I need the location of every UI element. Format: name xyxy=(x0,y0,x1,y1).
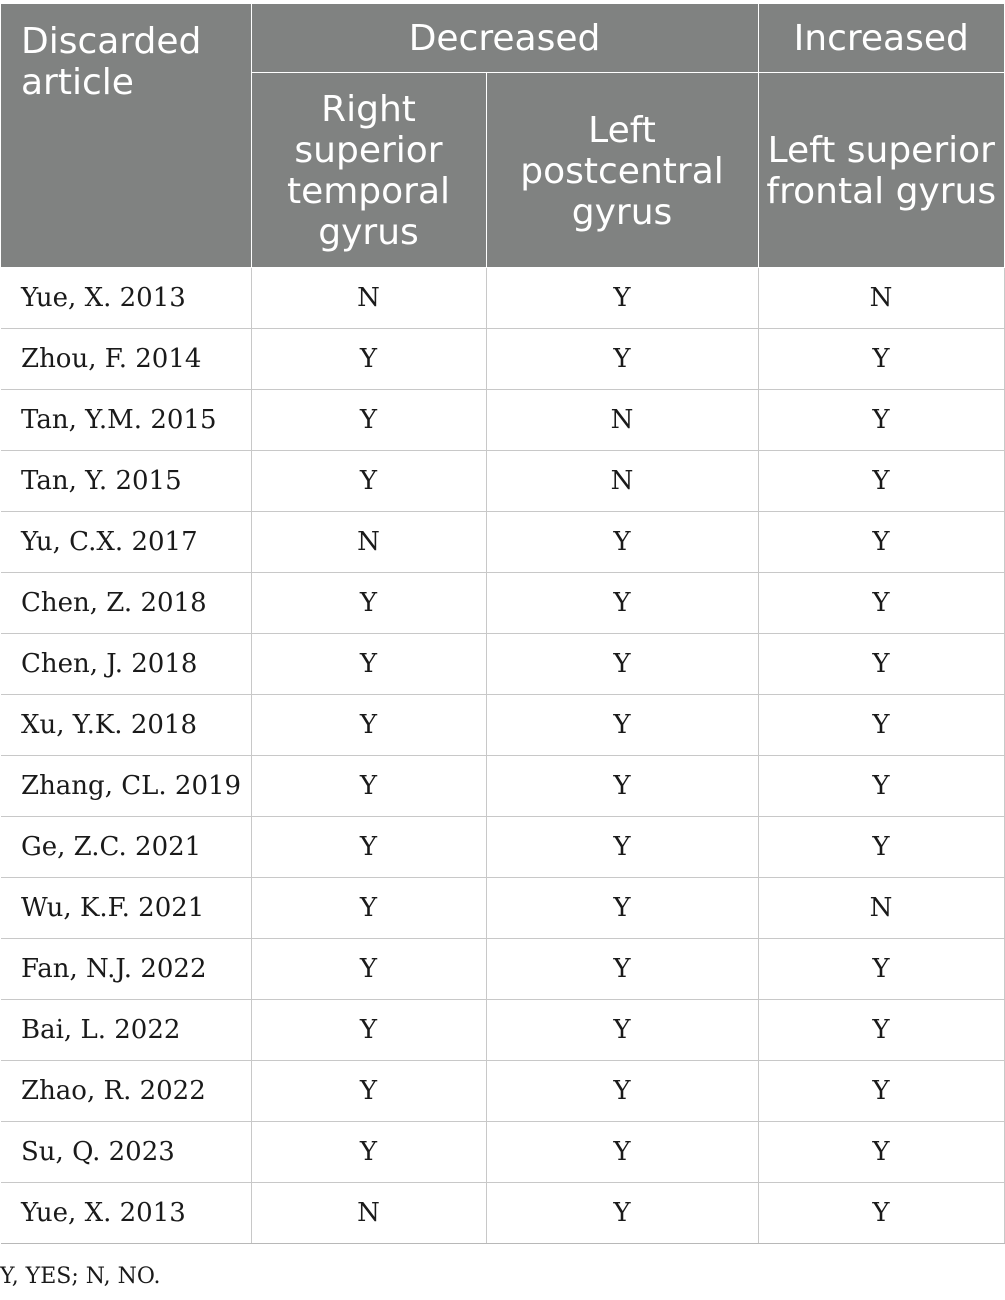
right-superior-temporal-gyrus-cell: Y xyxy=(251,390,486,451)
left-postcentral-gyrus-cell: Y xyxy=(486,939,758,1000)
article-cell: Tan, Y. 2015 xyxy=(1,451,251,512)
left-postcentral-gyrus-cell: Y xyxy=(486,817,758,878)
right-superior-temporal-gyrus-cell: N xyxy=(251,512,486,573)
left-postcentral-gyrus-cell: Y xyxy=(486,756,758,817)
left-postcentral-gyrus-cell: Y xyxy=(486,268,758,329)
left-superior-frontal-gyrus-cell: Y xyxy=(758,1000,1004,1061)
table-row xyxy=(1,329,1004,390)
table-row xyxy=(1,878,1004,939)
left-superior-frontal-gyrus-cell: Y xyxy=(758,756,1004,817)
table-row xyxy=(1,1183,1004,1244)
right-superior-temporal-gyrus-cell: Y xyxy=(251,695,486,756)
right-superior-temporal-gyrus-cell: Y xyxy=(251,634,486,695)
article-cell: Zhao, R. 2022 xyxy=(1,1061,251,1122)
table-row xyxy=(1,451,1004,512)
left-postcentral-gyrus-cell: Y xyxy=(486,634,758,695)
table-row xyxy=(1,573,1004,634)
right-superior-temporal-gyrus-cell: Y xyxy=(251,878,486,939)
right-superior-temporal-gyrus-cell: Y xyxy=(251,329,486,390)
left-postcentral-gyrus-cell: Y xyxy=(486,878,758,939)
table-row xyxy=(1,512,1004,573)
table-row xyxy=(1,817,1004,878)
header-discarded-article: Discarded article xyxy=(1,4,251,268)
right-superior-temporal-gyrus-cell: Y xyxy=(251,1122,486,1183)
left-superior-frontal-gyrus-cell: Y xyxy=(758,939,1004,1000)
left-postcentral-gyrus-cell: Y xyxy=(486,695,758,756)
right-superior-temporal-gyrus-cell: Y xyxy=(251,939,486,1000)
left-postcentral-gyrus-cell: Y xyxy=(486,573,758,634)
article-cell: Chen, Z. 2018 xyxy=(1,573,251,634)
article-cell: Wu, K.F. 2021 xyxy=(1,878,251,939)
article-cell: Su, Q. 2023 xyxy=(1,1122,251,1183)
table-row xyxy=(1,695,1004,756)
left-superior-frontal-gyrus-cell: Y xyxy=(758,695,1004,756)
left-superior-frontal-gyrus-cell: Y xyxy=(758,451,1004,512)
left-postcentral-gyrus-cell: Y xyxy=(486,1183,758,1244)
right-superior-temporal-gyrus-cell: Y xyxy=(251,1000,486,1061)
article-cell: Tan, Y.M. 2015 xyxy=(1,390,251,451)
left-postcentral-gyrus-cell: Y xyxy=(486,1061,758,1122)
right-superior-temporal-gyrus-cell: N xyxy=(251,268,486,329)
article-cell: Ge, Z.C. 2021 xyxy=(1,817,251,878)
header-right-superior-temporal-gyrus: Right superior temporal gyrus xyxy=(251,73,486,268)
table-row xyxy=(1,390,1004,451)
left-postcentral-gyrus-cell: N xyxy=(486,451,758,512)
right-superior-temporal-gyrus-cell: Y xyxy=(251,817,486,878)
article-cell: Fan, N.J. 2022 xyxy=(1,939,251,1000)
left-postcentral-gyrus-cell: Y xyxy=(486,512,758,573)
table-row xyxy=(1,756,1004,817)
right-superior-temporal-gyrus-cell: Y xyxy=(251,451,486,512)
table-footnote: Y, YES; N, NO. xyxy=(0,1264,161,1289)
left-superior-frontal-gyrus-cell: N xyxy=(758,268,1004,329)
table-row xyxy=(1,1122,1004,1183)
right-superior-temporal-gyrus-cell: Y xyxy=(251,1061,486,1122)
left-superior-frontal-gyrus-cell: Y xyxy=(758,634,1004,695)
left-superior-frontal-gyrus-cell: N xyxy=(758,878,1004,939)
article-cell: Bai, L. 2022 xyxy=(1,1000,251,1061)
header-left-postcentral-gyrus: Left postcentral gyrus xyxy=(486,73,758,268)
right-superior-temporal-gyrus-cell: N xyxy=(251,1183,486,1244)
table-body xyxy=(1,268,1004,1244)
header-left-superior-frontal-gyrus: Left superior frontal gyrus xyxy=(758,73,1004,268)
left-superior-frontal-gyrus-cell: Y xyxy=(758,390,1004,451)
left-superior-frontal-gyrus-cell: Y xyxy=(758,573,1004,634)
article-cell: Xu, Y.K. 2018 xyxy=(1,695,251,756)
left-postcentral-gyrus-cell: Y xyxy=(486,1000,758,1061)
left-postcentral-gyrus-cell: N xyxy=(486,390,758,451)
table-row xyxy=(1,1061,1004,1122)
article-cell: Chen, J. 2018 xyxy=(1,634,251,695)
table-row xyxy=(1,268,1004,329)
results-table xyxy=(1,4,1005,1244)
header-increased: Increased xyxy=(758,4,1004,73)
left-superior-frontal-gyrus-cell: Y xyxy=(758,1122,1004,1183)
article-cell: Yue, X. 2013 xyxy=(1,268,251,329)
table-header xyxy=(1,4,1004,268)
table-row xyxy=(1,634,1004,695)
table-row xyxy=(1,939,1004,1000)
left-superior-frontal-gyrus-cell: Y xyxy=(758,817,1004,878)
left-postcentral-gyrus-cell: Y xyxy=(486,1122,758,1183)
left-superior-frontal-gyrus-cell: Y xyxy=(758,1183,1004,1244)
left-postcentral-gyrus-cell: Y xyxy=(486,329,758,390)
right-superior-temporal-gyrus-cell: Y xyxy=(251,756,486,817)
left-superior-frontal-gyrus-cell: Y xyxy=(758,329,1004,390)
article-cell: Zhou, F. 2014 xyxy=(1,329,251,390)
article-cell: Yu, C.X. 2017 xyxy=(1,512,251,573)
table-row xyxy=(1,1000,1004,1061)
left-superior-frontal-gyrus-cell: Y xyxy=(758,512,1004,573)
right-superior-temporal-gyrus-cell: Y xyxy=(251,573,486,634)
left-superior-frontal-gyrus-cell: Y xyxy=(758,1061,1004,1122)
header-decreased: Decreased xyxy=(251,4,758,73)
article-cell: Yue, X. 2013 xyxy=(1,1183,251,1244)
article-cell: Zhang, CL. 2019 xyxy=(1,756,251,817)
